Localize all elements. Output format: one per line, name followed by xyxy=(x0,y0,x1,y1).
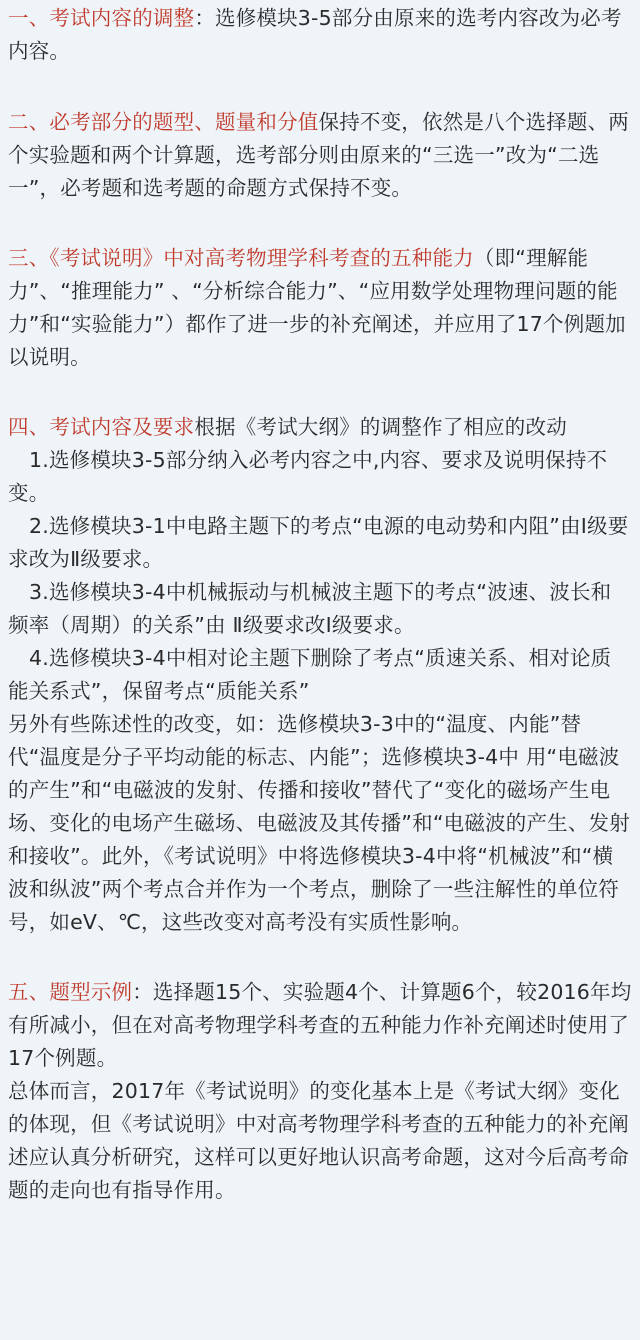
summary-paragraph: 总体而言，2017年《考试说明》的变化基本上是《考试大纲》变化的体现，但《考试说明》中对高考物理学科考查的五种能力的补充阐述应认真分析研究，这样可以更好地认识高考命题，这对今后高考命题的走向也有指导作用。 xyxy=(8,1079,629,1202)
section-2 xyxy=(8,106,632,205)
section-2-heading: 二、必考部分的题型、题量和分值 xyxy=(8,110,319,134)
section-4-item-3: 3.选修模块3-4中机械振动与机械波主题下的考点“波速、波长和频率（周期）的关系”由 Ⅱ级要求改I级要求。 xyxy=(8,580,612,637)
section-5 xyxy=(8,976,632,1075)
section-4-extra: 另外有些陈述性的改变，如：选修模块3-3中的“温度、内能”替代“温度是分子平均动能的标志、内能”；选修模块3-4中 用“电磁波的产生”和“电磁波的发射、传播和接收”替代了“变化的磁场产生电场、变化的电场产生磁场、电磁波及其传播”和“电磁波的产生、发射和接收”。此外，《考试说明》中将选修模块3-4中将“机械波”和“横波和纵波”两个考点合并作为一个考点，删除了一些注解性的单位符号，如eV、℃，这些改变对高考没有实质性影响。 xyxy=(8,712,630,934)
spacer xyxy=(8,68,632,106)
section-4-item-4: 4.选修模块3-4中相对论主题下删除了考点“质速关系、相对论质能关系式”，保留考点“质能关系” xyxy=(8,646,612,703)
section-3-body: （即“理解能力”、“推理能力” 、“分析综合能力”、“应用数学处理物理问题的能力”和“实验能力”）都作了进一步的补充阐述，并应用了17个例题加以说明。 xyxy=(8,246,626,369)
section-1-body: ：选修模块3-5部分由原来的选考内容改为必考内容。 xyxy=(8,6,622,63)
section-4-item-2: 2.选修模块3-1中电路主题下的考点“电源的电动势和内阻”由Ⅰ级要求改为Ⅱ级要求。 xyxy=(8,514,629,571)
section-5-heading: 五、题型示例 xyxy=(8,980,133,1004)
section-3-heading: 三、《考试说明》中对高考物理学科考查的五种能力 xyxy=(8,246,474,270)
section-4-body: 根据《考试大纲》的调整作了相应的改动 xyxy=(194,415,567,439)
section-2-body: 保持不变，依然是八个选择题、两个实验题和两个计算题，选考部分则由原来的“三选一”改为“二选一”，必考题和选考题的命题方式保持不变。 xyxy=(8,110,629,200)
spacer xyxy=(8,205,632,242)
section-1 xyxy=(8,2,632,68)
spacer xyxy=(8,939,632,976)
spacer xyxy=(8,374,632,411)
section-4-heading: 四、考试内容及要求 xyxy=(8,415,195,439)
section-4 xyxy=(8,411,632,444)
section-1-heading: 一、考试内容的调整 xyxy=(8,6,195,30)
section-5-body: ：选择题15个、实验题4个、计算题6个，较2016年均有所减小，但在对高考物理学科考查的五种能力作补充阐述时使用了17个例题。 xyxy=(8,980,632,1070)
section-3 xyxy=(8,242,632,374)
section-4-item-1: 1.选修模块3-5部分纳入必考内容之中,内容、要求及说明保持不变。 xyxy=(8,448,608,505)
